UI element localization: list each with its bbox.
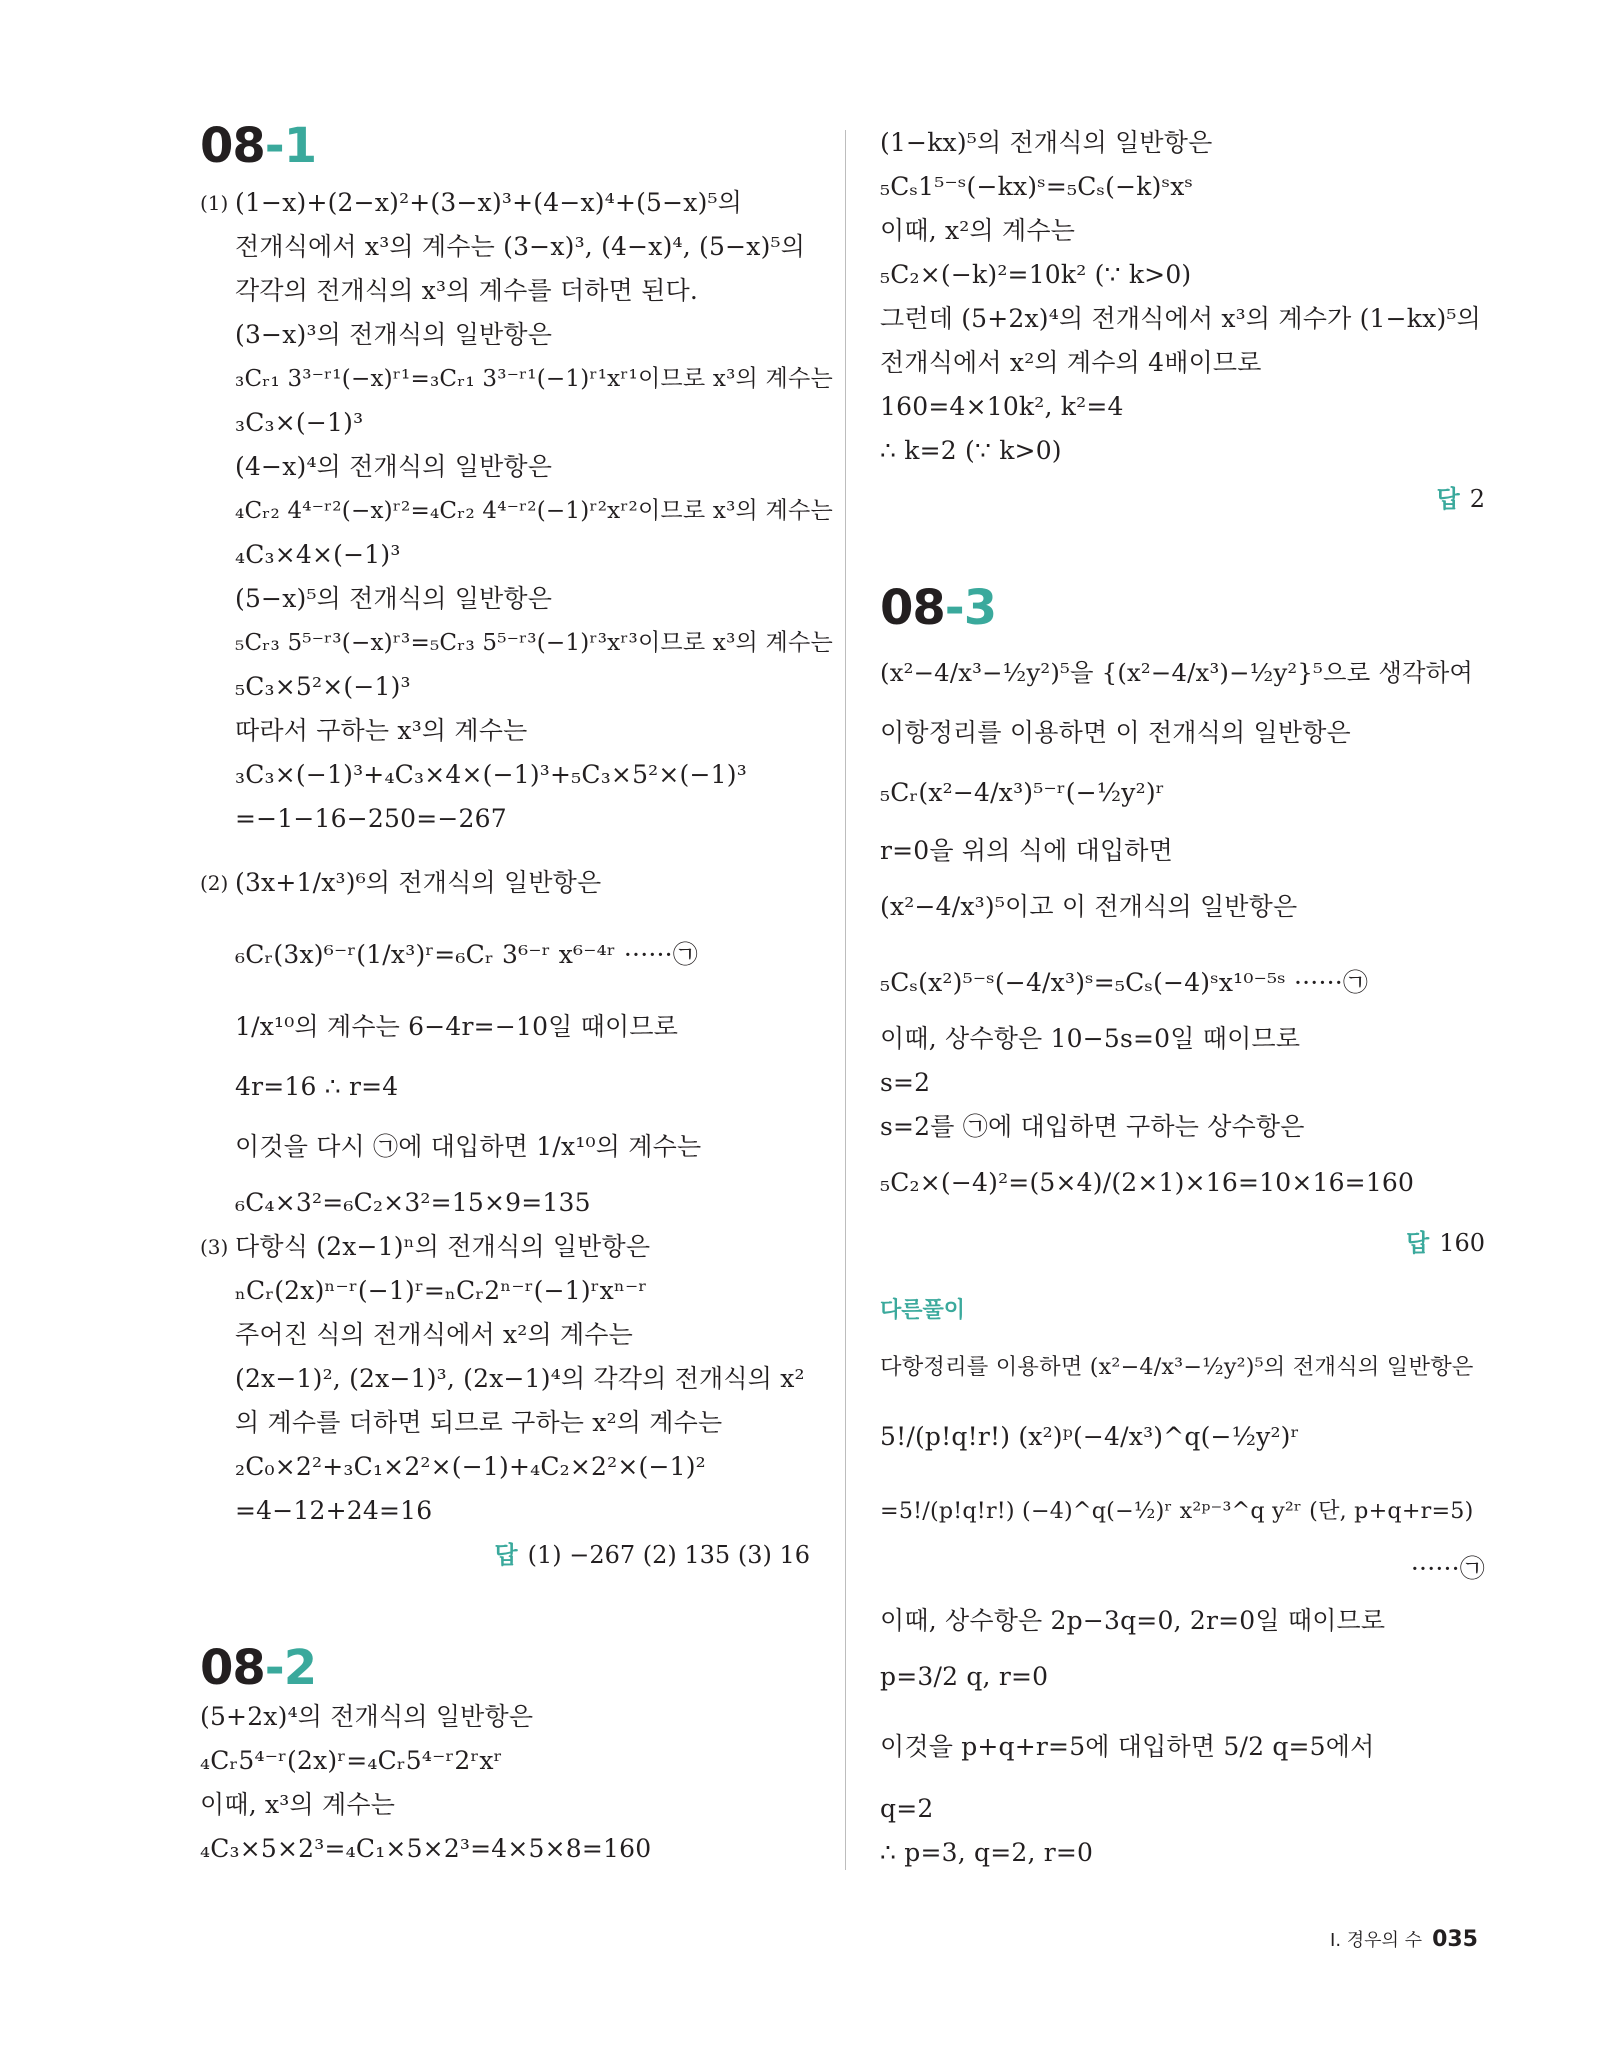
text-line: 따라서 구하는 x³의 계수는 [235,716,528,745]
text-line: 그런데 (5+2x)⁴의 전개식에서 x³의 계수가 (1−kx)⁵의 [880,304,1481,333]
heading-sub: 2 [283,1640,317,1696]
text-line: s=2를 ㉠에 대입하면 구하는 상수항은 [880,1112,1305,1141]
text-line: ₅C₃×5²×(−1)³ [235,672,411,701]
answer-line [1406,1226,1485,1260]
answer-label: 답 [494,1541,518,1569]
text-line: ₆C₄×3²=₆C₂×3²=15×9=135 [235,1188,591,1217]
answer-line [1437,482,1485,516]
part-label-1: (1) [200,191,229,215]
answer-line [494,1538,810,1572]
text-line: (1−kx)⁵의 전개식의 일반항은 [880,128,1213,157]
text-line: p=3/2 q, r=0 [880,1662,1049,1691]
text-line: 4r=16 ∴ r=4 [235,1072,399,1101]
heading-sub: 3 [963,580,997,636]
heading-number: 08 [200,118,265,174]
text-line: ······㉠ [1410,1554,1485,1583]
text-line: 다항식 (2x−1)ⁿ의 전개식의 일반항은 [235,1232,651,1261]
heading-separator: - [264,118,284,174]
text-line: ₅Cᵣ(x²−4/x³)⁵⁻ʳ(−½y²)ʳ [880,778,1165,807]
part-label-2: (2) [200,871,229,895]
text-line: 1/x¹⁰의 계수는 6−4r=−10일 때이므로 [235,1012,679,1041]
text-line: 이항정리를 이용하면 이 전개식의 일반항은 [880,718,1351,747]
heading-number: 08 [880,580,945,636]
text-line: 의 계수를 더하면 되므로 구하는 x²의 계수는 [235,1408,723,1437]
text-line: ₂C₀×2²+₃C₁×2²×(−1)+₄C₂×2²×(−1)² [235,1452,706,1481]
answer-label: 답 [1436,485,1460,513]
text-line: 이때, x²의 계수는 [880,216,1076,245]
page-number: 035 [1432,1927,1478,1952]
page-footer [1330,1925,1478,1956]
text-line: 다항정리를 이용하면 (x²−4/x³−½y²)⁵의 전개식의 일반항은 [880,1354,1474,1380]
text-line: 5!/(p!q!r!) (x²)ᵖ(−4/x³)^q(−½y²)ʳ [880,1422,1300,1451]
heading-number: 08 [200,1640,265,1696]
section-heading-08-2 [200,1640,316,1696]
text-line: 이때, 상수항은 10−5s=0일 때이므로 [880,1024,1301,1053]
text-line: ₄C₃×4×(−1)³ [235,540,401,569]
heading-sub: 1 [283,118,317,174]
text-line: (4−x)⁴의 전개식의 일반항은 [235,452,553,481]
text-line: 160=4×10k², k²=4 [880,392,1124,421]
text-line: ₅Cᵣ₃ 5⁵⁻ʳ³(−x)ʳ³=₅Cᵣ₃ 5⁵⁻ʳ³(−1)ʳ³xʳ³이므로 x³의 계수는 [235,630,833,656]
chapter-label: I. 경우의 수 [1330,1930,1423,1951]
text-line: s=2 [880,1068,931,1097]
answer-value: 160 [1439,1229,1485,1257]
text-line: ₅C₂×(−4)²=(5×4)/(2×1)×16=10×16=160 [880,1168,1415,1197]
answer-value: 2 [1469,485,1485,513]
text-line: 이것을 p+q+r=5에 대입하면 5/2 q=5에서 [880,1732,1375,1761]
text-line: (x²−4/x³−½y²)⁵을 {(x²−4/x³)−½y²}⁵으로 생각하여 [880,658,1474,687]
text-line: q=2 [880,1794,934,1823]
text-line: ₅Cₛ1⁵⁻ˢ(−kx)ˢ=₅Cₛ(−k)ˢxˢ [880,172,1194,201]
text-line: =5!/(p!q!r!) (−4)^q(−½)ʳ x²ᵖ⁻³^q y²ʳ (단, p+q+r=5) [880,1498,1474,1524]
text-line: =4−12+24=16 [235,1496,433,1525]
text-line: (3x+1/x³)⁶의 전개식의 일반항은 [235,868,602,897]
alternative-solution-label: 다른풀이 [880,1298,966,1323]
column-divider [845,130,846,1870]
text-line: ∴ p=3, q=2, r=0 [880,1838,1094,1867]
text-line: ∴ k=2 (∵ k>0) [880,436,1062,465]
text-line: ₃C₃×(−1)³+₄C₃×4×(−1)³+₅C₃×5²×(−1)³ [235,760,747,789]
text-line: =−1−16−250=−267 [235,804,507,833]
text-line: ₅Cₛ(x²)⁵⁻ˢ(−4/x³)ˢ=₅Cₛ(−4)ˢx¹⁰⁻⁵ˢ ······㉠ [880,968,1369,997]
answer-label: 답 [1406,1229,1430,1257]
text-line: (1−x)+(2−x)²+(3−x)³+(4−x)⁴+(5−x)⁵의 [235,188,743,217]
text-line: 각각의 전개식의 x³의 계수를 더하면 된다. [235,276,699,305]
text-line: ₃C₃×(−1)³ [235,408,364,437]
text-line: (3−x)³의 전개식의 일반항은 [235,320,553,349]
answer-value: (1) −267 (2) 135 (3) 16 [527,1541,810,1569]
text-line: ₄C₃×5×2³=₄C₁×5×2³=4×5×8=160 [200,1834,652,1863]
text-line: 전개식에서 x³의 계수는 (3−x)³, (4−x)⁴, (5−x)⁵의 [235,232,806,261]
text-line: ₅C₂×(−k)²=10k² (∵ k>0) [880,260,1192,289]
text-line: (2x−1)², (2x−1)³, (2x−1)⁴의 각각의 전개식의 x² [235,1364,805,1393]
text-line: 이것을 다시 ㉠에 대입하면 1/x¹⁰의 계수는 [235,1132,702,1161]
text-line: 이때, x³의 계수는 [200,1790,396,1819]
text-line: ₆Cᵣ(3x)⁶⁻ʳ(1/x³)ʳ=₆Cᵣ 3⁶⁻ʳ x⁶⁻⁴ʳ ······㉠ [235,940,698,969]
text-line: 전개식에서 x²의 계수의 4배이므로 [880,348,1262,377]
heading-separator: - [944,580,964,636]
text-line: ₃Cᵣ₁ 3³⁻ʳ¹(−x)ʳ¹=₃Cᵣ₁ 3³⁻ʳ¹(−1)ʳ¹xʳ¹이므로 x³의 계수는 [235,366,833,392]
text-line: (5−x)⁵의 전개식의 일반항은 [235,584,553,613]
text-line: ₄Cᵣ5⁴⁻ʳ(2x)ʳ=₄Cᵣ5⁴⁻ʳ2ʳxʳ [200,1746,503,1775]
text-line: ₙCᵣ(2x)ⁿ⁻ʳ(−1)ʳ=ₙCᵣ2ⁿ⁻ʳ(−1)ʳxⁿ⁻ʳ [235,1276,648,1305]
text-line: 주어진 식의 전개식에서 x²의 계수는 [235,1320,634,1349]
text-line: r=0을 위의 식에 대입하면 [880,836,1173,865]
heading-separator: - [264,1640,284,1696]
text-line: (x²−4/x³)⁵이고 이 전개식의 일반항은 [880,892,1298,921]
section-heading-08-3 [880,580,996,636]
section-heading-08-1 [200,118,316,174]
text-line: 이때, 상수항은 2p−3q=0, 2r=0일 때이므로 [880,1606,1386,1635]
text-line: (5+2x)⁴의 전개식의 일반항은 [200,1702,534,1731]
text-line: ₄Cᵣ₂ 4⁴⁻ʳ²(−x)ʳ²=₄Cᵣ₂ 4⁴⁻ʳ²(−1)ʳ²xʳ²이므로 x³의 계수는 [235,498,833,524]
part-label-3: (3) [200,1235,229,1259]
